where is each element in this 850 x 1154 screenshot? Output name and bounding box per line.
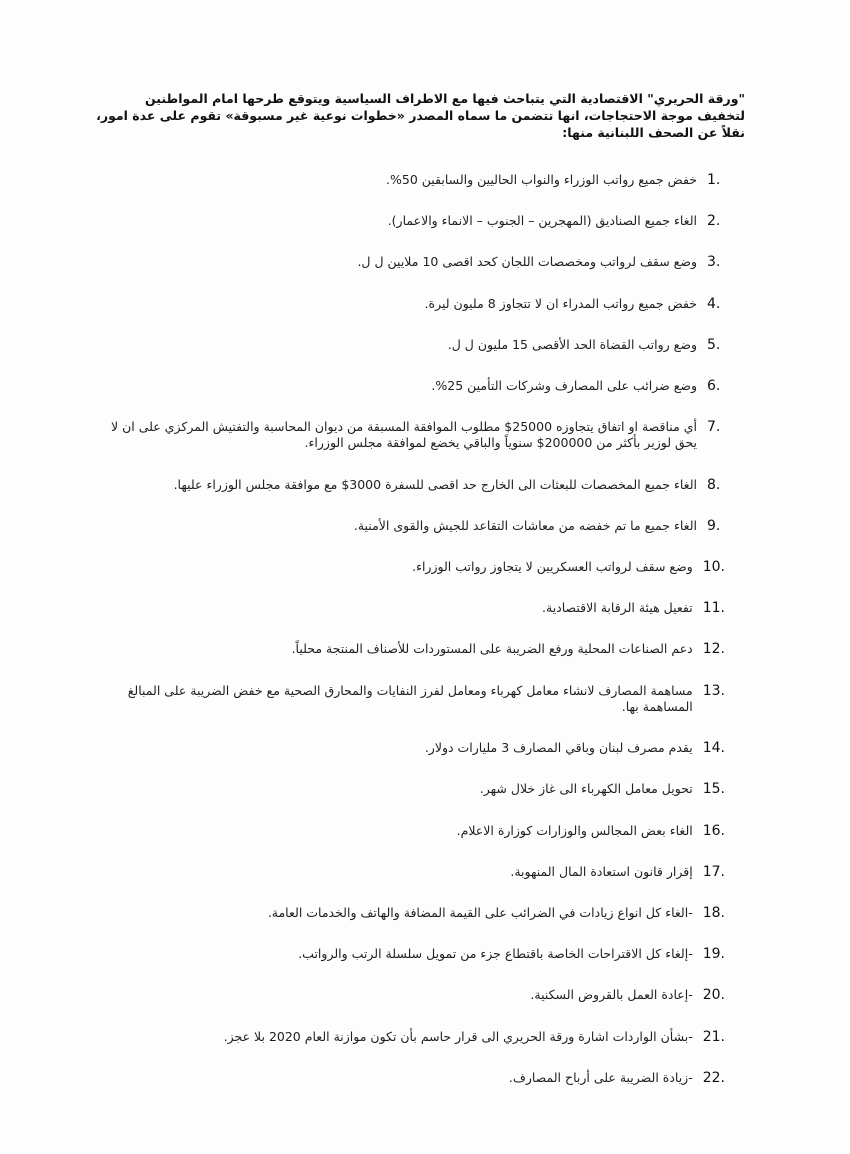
item-number: 5. xyxy=(707,336,721,353)
item-number: 13. xyxy=(702,682,725,699)
item-number: 15. xyxy=(702,781,725,798)
list-item xyxy=(95,683,725,741)
item-text: -الغاء كل انواع زيادات في الضرائب على القيمة المضافة والهاتف والخدمات العامة. xyxy=(267,905,693,920)
item-text: الغاء جميع ما تم خفضه من معاشات التقاعد للجيش والقوى الأمنية. xyxy=(353,517,697,533)
item-text: خفض جميع رواتب الوزراء والنواب الحاليين والسابقين 50%. xyxy=(386,172,697,187)
list-item xyxy=(95,905,725,946)
item-text: الغاء بعض المجالس والوزارات كوزارة الاعلام. xyxy=(456,822,693,838)
list-item xyxy=(95,600,725,641)
item-text: وضع رواتب القضاة الحد الأقصى 15 مليون ل ل. xyxy=(447,336,697,352)
list-item xyxy=(95,864,725,905)
list-item xyxy=(95,823,725,864)
item-number: 11. xyxy=(702,600,725,617)
item-number: 8. xyxy=(707,476,721,493)
item-text: الغاء جميع المخصصات للبعثات الى الخارج حد اقصى للسفرة 3000$ مع موافقة مجلس الوزراء عليها. xyxy=(173,476,697,492)
list-item xyxy=(95,740,725,781)
item-number: 6. xyxy=(707,377,721,394)
list-item xyxy=(95,172,725,213)
item-text: الغاء جميع الصناديق (المهجرين – الجنوب – الانماء والاعمار). xyxy=(387,213,697,229)
item-number: 20. xyxy=(702,987,725,1004)
item-number: 14. xyxy=(702,740,725,757)
list-item xyxy=(95,254,725,295)
list-item xyxy=(95,419,725,477)
item-number: 16. xyxy=(702,822,725,839)
item-number: 7. xyxy=(707,419,721,436)
list-item xyxy=(95,781,725,822)
item-text: وضع ضرائب على المصارف وشركات التأمين 25%. xyxy=(431,377,697,393)
item-text: إقرار قانون استعادة المال المنهوبة. xyxy=(510,863,693,879)
list-item xyxy=(95,1029,725,1070)
item-number: 2. xyxy=(707,213,721,230)
item-text: -بشأن الواردات اشارة ورقة الحريري الى قرار حاسم بأن تكون موازنة العام 2020 بلا عجز. xyxy=(223,1028,693,1044)
item-text: أي مناقصة او اتفاق يتجاوزه 25000$ مطلوب الموافقة المسبقة من ديوان المحاسبة والتفتيش المركزي على ان لا يحق لوزير بأكثر من 200000$ سنوياً والباقي يخضع لموافقة مجلس الوزراء. xyxy=(110,419,697,451)
item-text: -إعادة العمل بالقروض السكنية. xyxy=(530,987,693,1003)
item-number: 4. xyxy=(707,295,721,312)
list-item xyxy=(95,213,725,254)
item-text: -إلغاء كل الاقتراحات الخاصة باقتطاع جزء من تمويل سلسلة الرتب والرواتب. xyxy=(298,946,693,962)
item-text: تحويل معامل الكهرباء الى غاز خلال شهر. xyxy=(479,781,693,797)
item-text: خفض جميع رواتب المدراء ان لا تتجاوز 8 مليون ليرة. xyxy=(424,295,697,311)
item-number: 19. xyxy=(702,946,725,963)
list-item xyxy=(95,987,725,1028)
item-number: 10. xyxy=(702,559,725,576)
item-text: -زيادة الضريبة على أرباح المصارف. xyxy=(508,1069,693,1085)
list-item xyxy=(95,477,725,518)
item-number: 21. xyxy=(702,1028,725,1045)
list-item xyxy=(95,1070,725,1111)
list-item xyxy=(95,337,725,378)
item-text: وضع سقف لرواتب العسكريين لا يتجاوز رواتب الوزراء. xyxy=(412,559,693,575)
list-item xyxy=(95,559,725,600)
item-number: 12. xyxy=(702,641,725,658)
intro-paragraph: "ورقة الحريري" الاقتصادية التي يتباحث فيها مع الاطراف السياسية ويتوقع طرحها امام المواطنين لتخفيف موجة الاحتجاجات، انها تتضمن ما سماه المصدر «خطوات نوعية غير مسبوقة» تقوم على عدة امور، نقلاً عن الصحف اللبنانية منها: xyxy=(96,91,745,140)
list-item xyxy=(95,641,725,682)
list-item xyxy=(95,296,725,337)
list-item xyxy=(95,378,725,419)
item-text: وضع سقف لرواتب ومخصصات اللجان كحد اقصى 10 ملايين ل ل. xyxy=(357,254,697,270)
item-text: يقدم مصرف لبنان وباقي المصارف 3 مليارات دولار. xyxy=(424,740,693,756)
item-number: 18. xyxy=(702,905,725,921)
list-item xyxy=(95,518,725,559)
item-number: 3. xyxy=(707,254,721,271)
item-number: 17. xyxy=(702,863,725,880)
item-number: 1. xyxy=(707,172,721,188)
item-number: 9. xyxy=(707,517,721,534)
item-number: 22. xyxy=(702,1069,725,1086)
item-text: تفعيل هيئة الرقابة الاقتصادية. xyxy=(542,600,693,616)
list-item xyxy=(95,946,725,987)
item-text: مساهمة المصارف لانشاء معامل كهرباء ومعامل لفرز النفايات والمحارق الصحية مع خفض الضريبة على المبالغ المساهمة بها. xyxy=(127,682,693,714)
item-text: دعم الصناعات المحلية ورفع الضريبة على المستوردات للأصناف المنتجة محلياً. xyxy=(291,641,693,657)
measures-list xyxy=(95,172,725,1111)
